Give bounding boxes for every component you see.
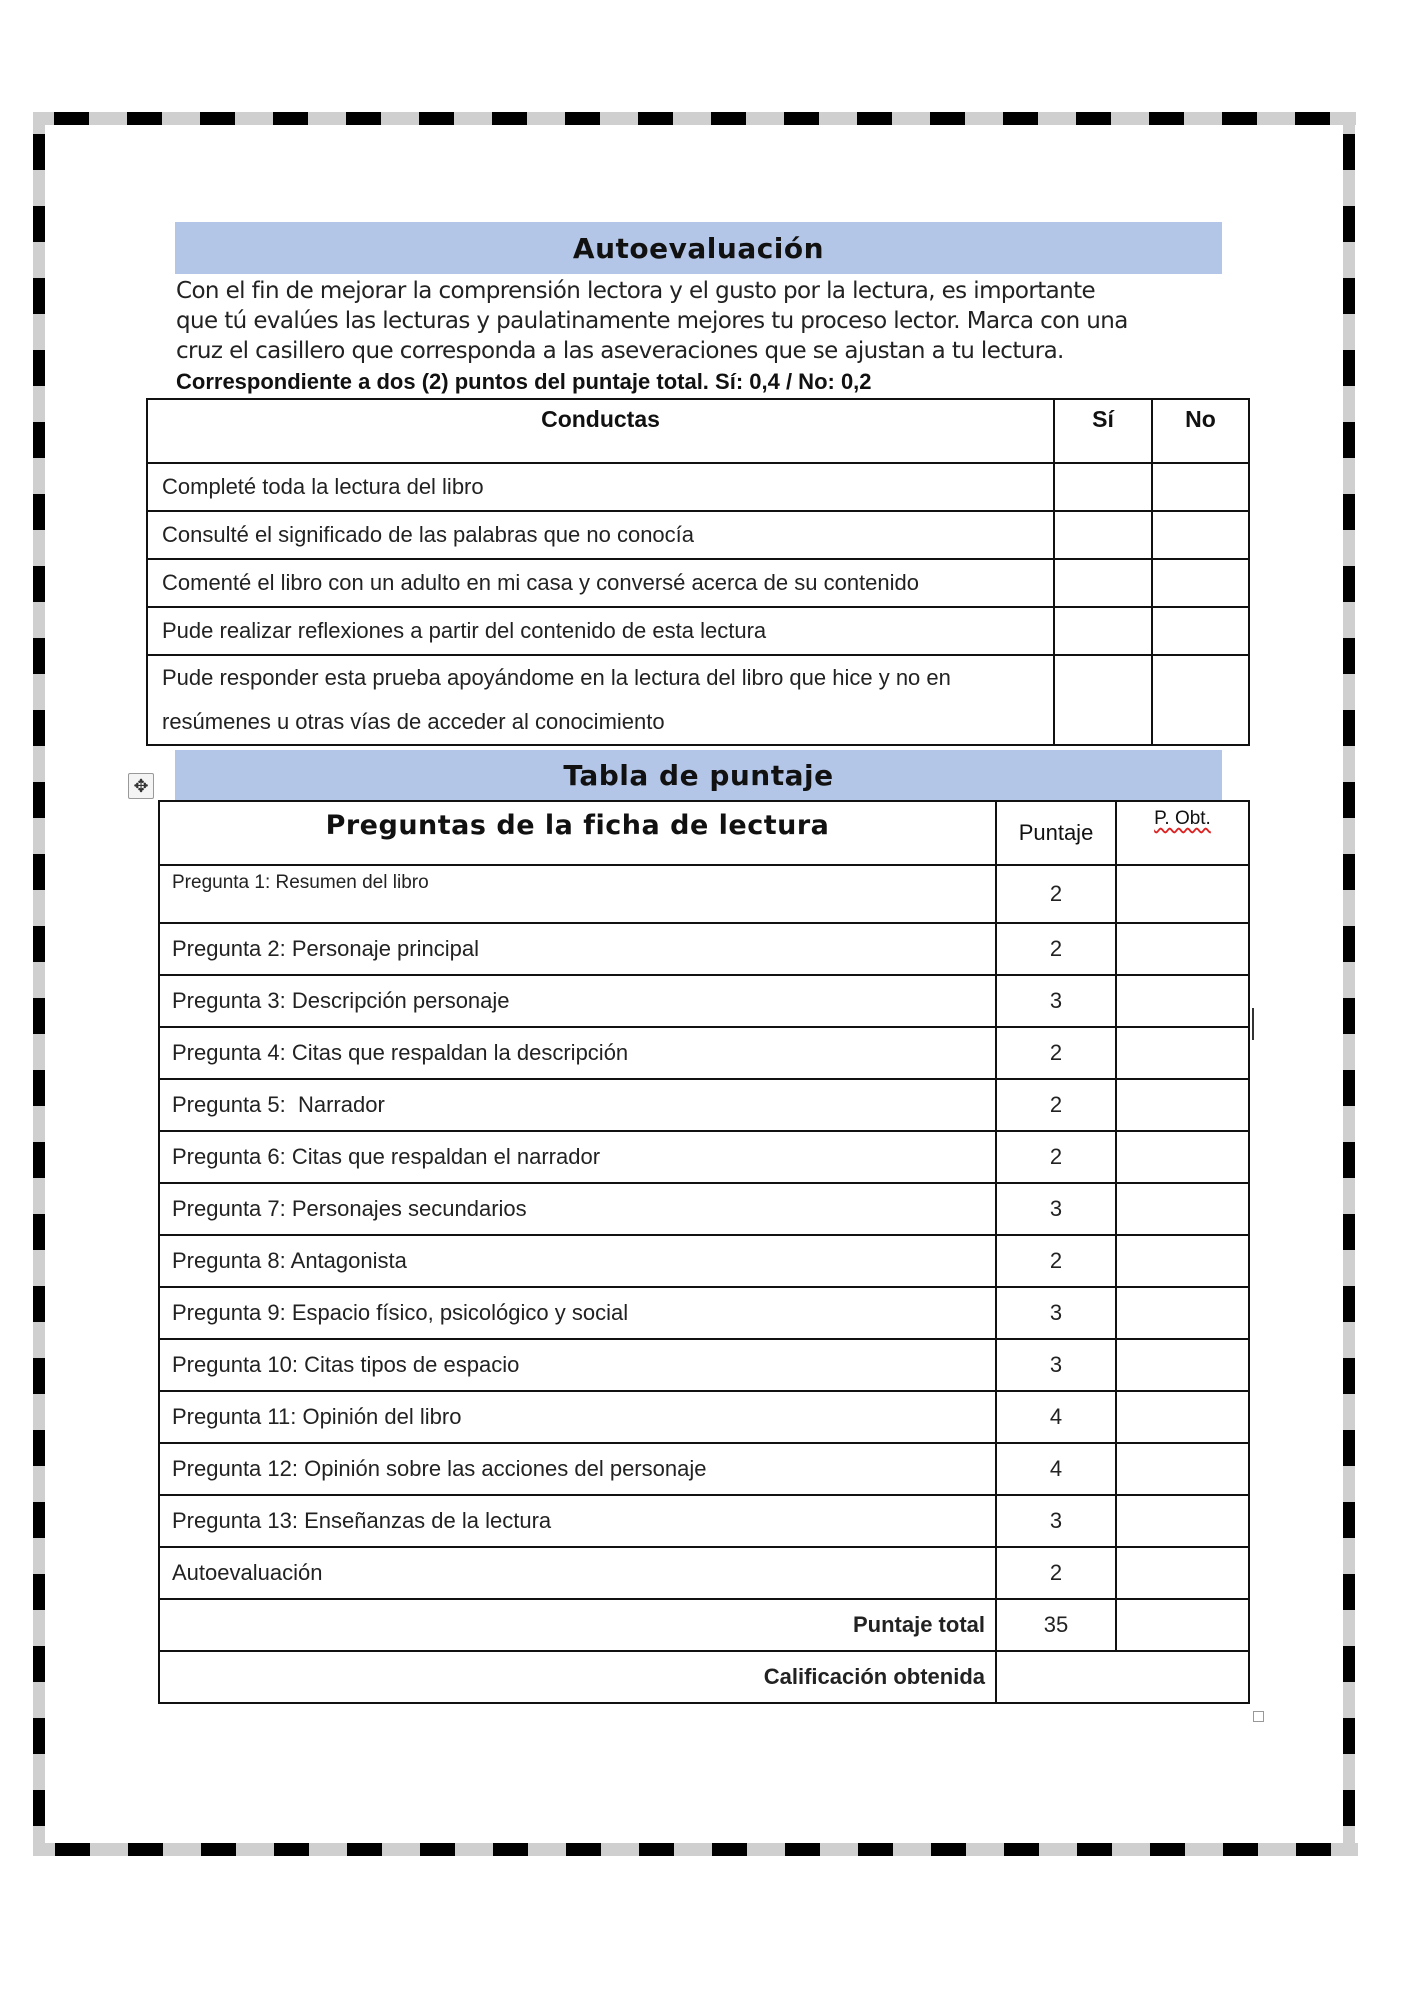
- table-row: [159, 865, 1249, 923]
- obtenido-cell[interactable]: [1116, 865, 1249, 923]
- puntaje-cell: 2: [996, 865, 1116, 923]
- autoevaluacion-heading: Autoevaluación: [175, 222, 1222, 274]
- text-cursor: [1252, 1008, 1254, 1040]
- puntaje-cell: 3: [996, 1339, 1116, 1391]
- puntaje-cell: 2: [996, 1027, 1116, 1079]
- pregunta-cell: Pregunta 1: Resumen del libro: [159, 865, 996, 923]
- header-conductas: Conductas: [147, 399, 1054, 463]
- table-row: [159, 1391, 1249, 1443]
- puntaje-cell: 3: [996, 1183, 1116, 1235]
- page-border-top: [34, 112, 1356, 125]
- header-no: No: [1152, 399, 1249, 463]
- scoring-note: Correspondiente a dos (2) puntos del puntaje total. Sí: 0,4 / No: 0,2: [176, 369, 872, 394]
- puntaje-cell: 2: [996, 1131, 1116, 1183]
- obtenido-cell[interactable]: [1116, 1443, 1249, 1495]
- conducta-cell: Consulté el significado de las palabras que no conocía: [147, 511, 1054, 559]
- total-row: [159, 1599, 1249, 1651]
- obtenido-cell[interactable]: [1116, 1391, 1249, 1443]
- table-row: [147, 655, 1249, 745]
- spellcheck-underline: P. Obt.: [1154, 808, 1211, 829]
- table-row: [159, 1547, 1249, 1599]
- table-row: [147, 463, 1249, 511]
- obtenido-cell[interactable]: [1116, 1131, 1249, 1183]
- table-row: [159, 923, 1249, 975]
- puntaje-cell: 4: [996, 1391, 1116, 1443]
- no-checkbox-cell[interactable]: [1152, 655, 1249, 745]
- table-row: [147, 511, 1249, 559]
- calificacion-value-cell[interactable]: [996, 1651, 1249, 1703]
- pregunta-cell: Pregunta 5: Narrador: [159, 1079, 996, 1131]
- pregunta-cell: Pregunta 2: Personaje principal: [159, 923, 996, 975]
- no-checkbox-cell[interactable]: [1152, 607, 1249, 655]
- obtenido-cell[interactable]: [1116, 1547, 1249, 1599]
- pregunta-cell: Pregunta 13: Enseñanzas de la lectura: [159, 1495, 996, 1547]
- total-label: Puntaje total: [159, 1599, 996, 1651]
- pregunta-cell: Pregunta 9: Espacio físico, psicológico y social: [159, 1287, 996, 1339]
- pregunta-cell: Pregunta 12: Opinión sobre las acciones del personaje: [159, 1443, 996, 1495]
- puntaje-table: [158, 800, 1250, 1704]
- page-border-bottom: [35, 1843, 1358, 1856]
- obtenido-cell[interactable]: [1116, 1079, 1249, 1131]
- table-row: [159, 1443, 1249, 1495]
- puntaje-cell: 2: [996, 1547, 1116, 1599]
- puntaje-cell: 2: [996, 1079, 1116, 1131]
- pregunta-cell: Autoevaluación: [159, 1547, 996, 1599]
- table-row: [159, 1235, 1249, 1287]
- pregunta-cell: Pregunta 10: Citas tipos de espacio: [159, 1339, 996, 1391]
- si-checkbox-cell[interactable]: [1054, 511, 1152, 559]
- total-value: 35: [996, 1599, 1116, 1651]
- conductas-table: [146, 398, 1250, 746]
- obtenido-cell[interactable]: [1116, 1027, 1249, 1079]
- si-checkbox-cell[interactable]: [1054, 607, 1152, 655]
- page-border-left: [33, 112, 45, 1856]
- pregunta-cell: Pregunta 6: Citas que respaldan el narrador: [159, 1131, 996, 1183]
- conducta-cell: Pude responder esta prueba apoyándome en la lectura del libro que hice y no en resúmenes u otras vías de acceder al conocimiento: [147, 655, 1054, 745]
- pregunta-cell: Pregunta 7: Personajes secundarios: [159, 1183, 996, 1235]
- table-header-row: [159, 801, 1249, 865]
- intro-line: cruz el casillero que corresponda a las aseveraciones que se ajustan a tu lectura.: [176, 338, 1064, 364]
- obtenido-cell[interactable]: [1116, 975, 1249, 1027]
- puntaje-cell: 4: [996, 1443, 1116, 1495]
- total-obtenido-cell[interactable]: [1116, 1599, 1249, 1651]
- si-checkbox-cell[interactable]: [1054, 559, 1152, 607]
- si-checkbox-cell[interactable]: [1054, 463, 1152, 511]
- table-row: [159, 1027, 1249, 1079]
- obtenido-cell[interactable]: [1116, 1287, 1249, 1339]
- header-si: Sí: [1054, 399, 1152, 463]
- table-row: [159, 1079, 1249, 1131]
- header-puntaje: Puntaje: [996, 801, 1116, 865]
- no-checkbox-cell[interactable]: [1152, 559, 1249, 607]
- header-preguntas: Preguntas de la ficha de lectura: [159, 801, 996, 865]
- puntaje-cell: 2: [996, 923, 1116, 975]
- no-checkbox-cell[interactable]: [1152, 511, 1249, 559]
- calificacion-label: Calificación obtenida: [159, 1651, 996, 1703]
- pregunta-cell: Pregunta 4: Citas que respaldan la descripción: [159, 1027, 996, 1079]
- table-header-row: [147, 399, 1249, 463]
- pregunta-cell: Pregunta 8: Antagonista: [159, 1235, 996, 1287]
- obtenido-cell[interactable]: [1116, 923, 1249, 975]
- intro-paragraph: [176, 276, 1226, 366]
- intro-line: que tú evalúes las lecturas y paulatinamente mejores tu proceso lector. Marca con una: [176, 308, 1128, 334]
- intro-line: Con el fin de mejorar la comprensión lectora y el gusto por la lectura, es importante: [176, 278, 1096, 304]
- table-row: [159, 975, 1249, 1027]
- pregunta-cell: Pregunta 11: Opinión del libro: [159, 1391, 996, 1443]
- puntaje-cell: 3: [996, 975, 1116, 1027]
- table-row: [159, 1131, 1249, 1183]
- table-row: [159, 1495, 1249, 1547]
- obtenido-cell[interactable]: [1116, 1235, 1249, 1287]
- calificacion-row: [159, 1651, 1249, 1703]
- tabla-puntaje-heading: Tabla de puntaje: [175, 750, 1222, 800]
- si-checkbox-cell[interactable]: [1054, 655, 1152, 745]
- conducta-cell: Pude realizar reflexiones a partir del contenido de esta lectura: [147, 607, 1054, 655]
- table-resize-handle-icon[interactable]: [1253, 1711, 1264, 1722]
- table-row: [159, 1183, 1249, 1235]
- table-move-handle-icon[interactable]: ✥: [128, 773, 154, 799]
- obtenido-cell[interactable]: [1116, 1183, 1249, 1235]
- puntaje-cell: 3: [996, 1495, 1116, 1547]
- puntaje-cell: 2: [996, 1235, 1116, 1287]
- pregunta-cell: Pregunta 3: Descripción personaje: [159, 975, 996, 1027]
- table-row: [147, 607, 1249, 655]
- conducta-cell: Completé toda la lectura del libro: [147, 463, 1054, 511]
- no-checkbox-cell[interactable]: [1152, 463, 1249, 511]
- table-row: [159, 1287, 1249, 1339]
- conducta-cell: Comenté el libro con un adulto en mi casa y conversé acerca de su contenido: [147, 559, 1054, 607]
- puntaje-cell: 3: [996, 1287, 1116, 1339]
- table-row: [159, 1339, 1249, 1391]
- header-p-obt: [1116, 801, 1249, 865]
- table-row: [147, 559, 1249, 607]
- obtenido-cell[interactable]: [1116, 1495, 1249, 1547]
- page-border-right: [1343, 112, 1355, 1856]
- obtenido-cell[interactable]: [1116, 1339, 1249, 1391]
